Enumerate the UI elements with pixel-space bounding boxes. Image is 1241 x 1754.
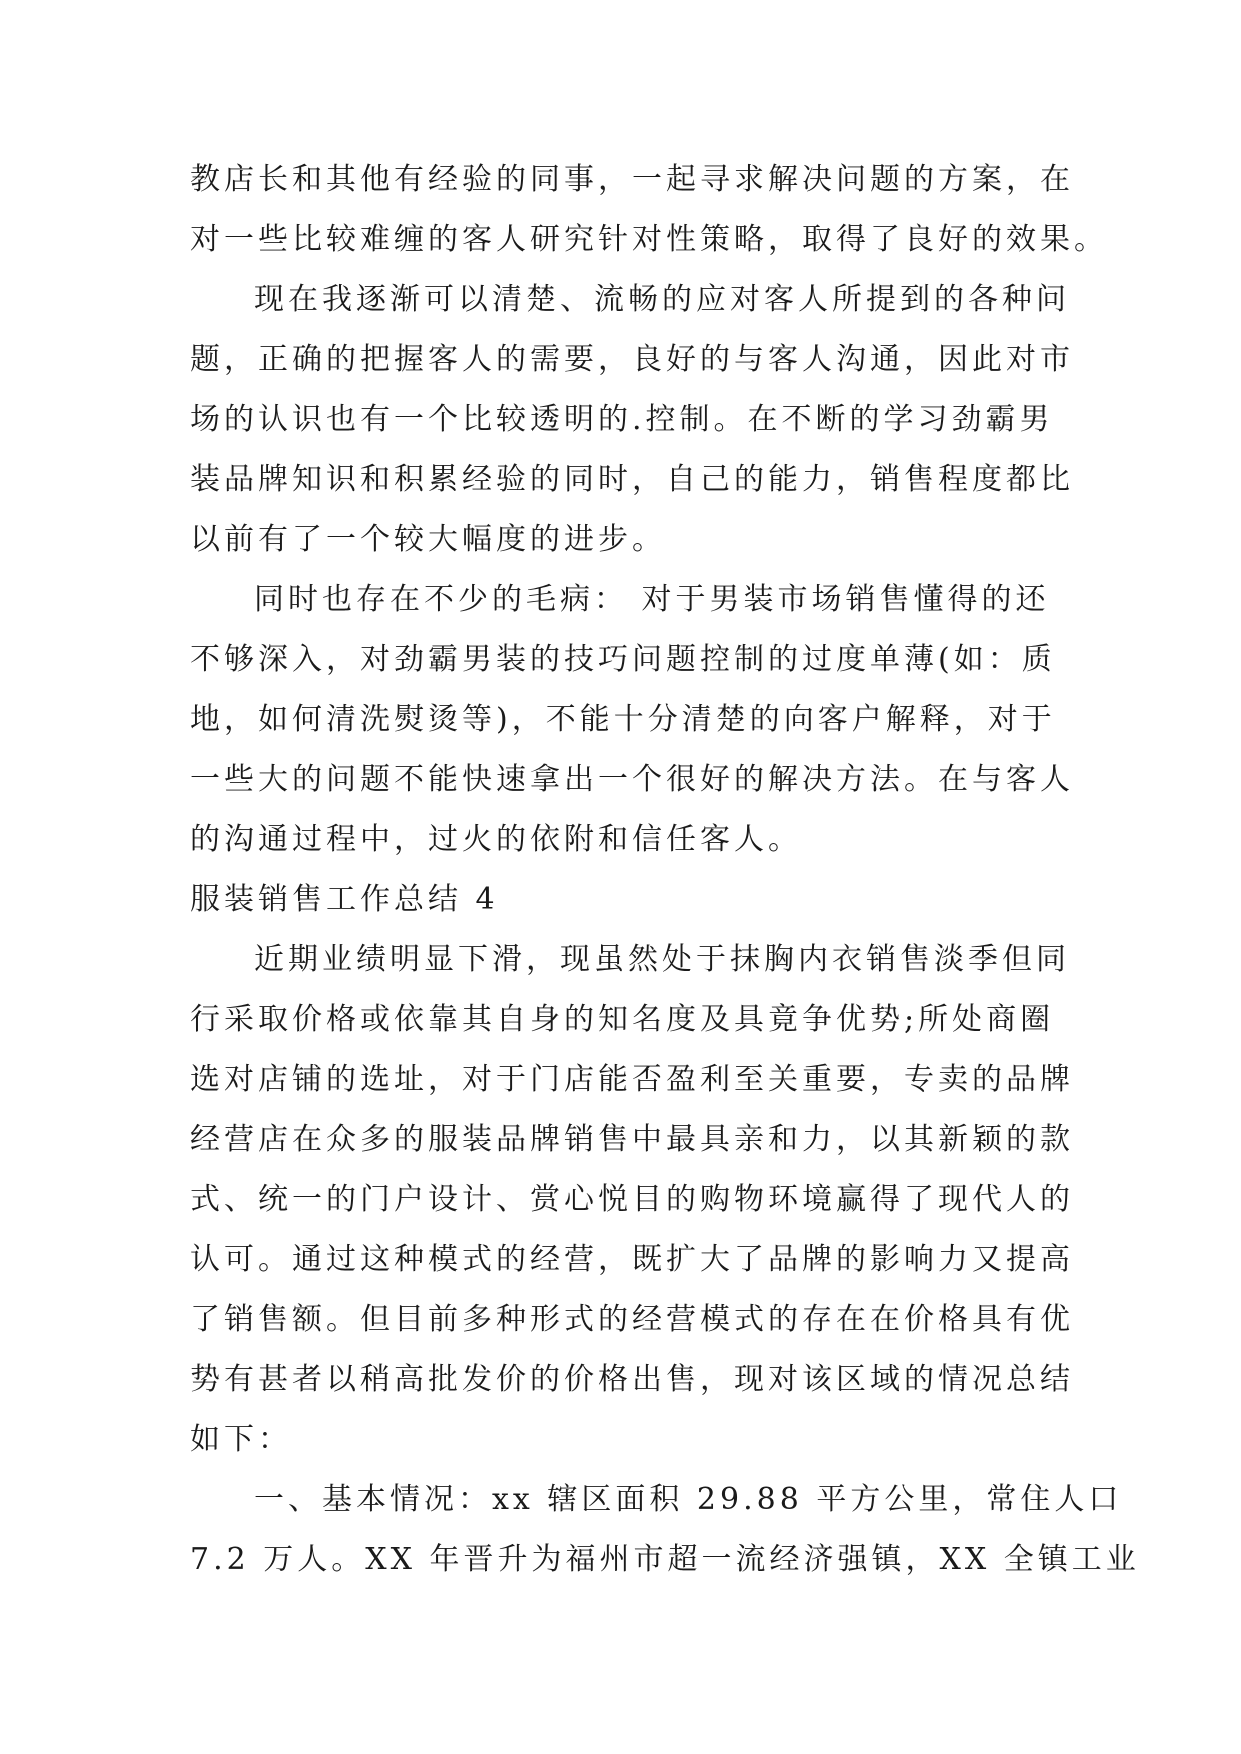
text-line: 以前有了一个较大幅度的进步。 [190, 522, 666, 557]
text-line: 教店长和其他有经验的同事，一起寻求解决问题的方案，在 [190, 162, 1074, 197]
text-line: 的沟通过程中，过火的依附和信任客人。 [190, 822, 802, 857]
text-line: 同时也存在不少的毛病： 对于男装市场销售懂得的还 [254, 582, 1050, 617]
text-line: 服装销售工作总结 4 [190, 882, 499, 917]
text-line: 势有甚者以稍高批发价的价格出售，现对该区域的情况总结 [190, 1362, 1074, 1397]
text-line: 选对店铺的选址，对于门店能否盈利至关重要，专卖的品牌 [190, 1062, 1074, 1097]
text-line: 装品牌知识和积累经验的同时，自己的能力，销售程度都比 [190, 462, 1074, 497]
text-line: 场的认识也有一个比较透明的.控制。在不断的学习劲霸男 [190, 402, 1054, 437]
text-line: 7.2 万人。XX 年晋升为福州市超一流经济强镇，XX 全镇工业 [190, 1542, 1140, 1577]
text-line: 了销售额。但目前多种形式的经营模式的存在在价格具有优 [190, 1302, 1074, 1337]
document-body [190, 150, 1140, 1590]
text-line: 对一些比较难缠的客人研究针对性策略，取得了良好的效果。 [190, 222, 1108, 257]
text-line: 行采取价格或依靠其自身的知名度及具竟争优势;所处商圈 [190, 1002, 1055, 1037]
text-line: 如下： [190, 1422, 292, 1457]
text-line: 一、基本情况：xx 辖区面积 29.88 平方公里，常住人口 [254, 1482, 1123, 1517]
text-line: 现在我逐渐可以清楚、流畅的应对客人所提到的各种问 [254, 282, 1070, 317]
text-line: 地，如何清洗熨烫等)，不能十分清楚的向客户解释，对于 [190, 702, 1056, 737]
text-line: 认可。通过这种模式的经营，既扩大了品牌的影响力又提高 [190, 1242, 1074, 1277]
text-line: 一些大的问题不能快速拿出一个很好的解决方法。在与客人 [190, 762, 1074, 797]
text-line: 近期业绩明显下滑，现虽然处于抹胸内衣销售淡季但同 [254, 942, 1070, 977]
text-line: 经营店在众多的服装品牌销售中最具亲和力，以其新颖的款 [190, 1122, 1074, 1157]
text-line: 式、统一的门户设计、赏心悦目的购物环境赢得了现代人的 [190, 1182, 1074, 1217]
text-line: 不够深入，对劲霸男装的技巧问题控制的过度单薄(如：质 [190, 642, 1056, 677]
text-line: 题，正确的把握客人的需要，良好的与客人沟通，因此对市 [190, 342, 1074, 377]
